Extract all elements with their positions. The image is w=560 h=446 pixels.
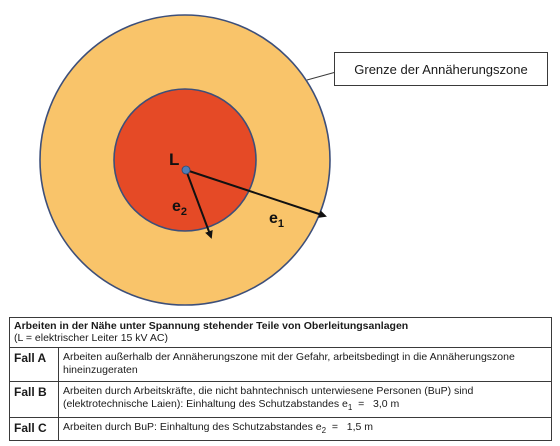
case-description: Arbeiten durch BuP: Einhaltung des Schutzabstandes $e_2 = 1,5$ m bbox=[59, 418, 552, 441]
table-row-case-a bbox=[10, 348, 552, 382]
work-cases-table bbox=[9, 317, 552, 441]
callout-leader-line bbox=[307, 72, 336, 80]
case-description: Arbeiten durch Arbeitskräfte, die nicht bahntechnisch unterwiesene Personen (BuP) sind (elektrotechnische Laien): Einhaltung des Schutzabstandes $e_1 = 3,0$ m bbox=[59, 382, 552, 418]
conductor-point bbox=[182, 166, 190, 174]
table-header bbox=[10, 318, 552, 348]
callout-text: Grenze der Annäherungszone bbox=[354, 61, 528, 77]
case-label: Fall B bbox=[10, 382, 59, 418]
table-row-case-c bbox=[10, 418, 552, 441]
case-label: Fall C bbox=[10, 418, 59, 441]
case-description: Arbeiten außerhalb der Annäherungszone mit der Gefahr, arbeitsbedingt in die Annäherungszone hineinzugeraten bbox=[59, 348, 552, 382]
case-label: Fall A bbox=[10, 348, 59, 382]
table-title: Arbeiten in der Nähe unter Spannung stehender Teile von Oberleitungsanlagen bbox=[14, 320, 409, 332]
e1-label: $e_1$ bbox=[269, 210, 285, 230]
approach-zone-boundary-callout bbox=[334, 52, 548, 86]
conductor-label: L bbox=[169, 150, 180, 169]
table-header-row bbox=[10, 318, 552, 348]
table-row-case-b bbox=[10, 382, 552, 418]
table-subtitle: (L = elektrischer Leiter 15 kV AC) bbox=[14, 332, 168, 344]
e2-label: $e_2$ bbox=[172, 198, 188, 218]
